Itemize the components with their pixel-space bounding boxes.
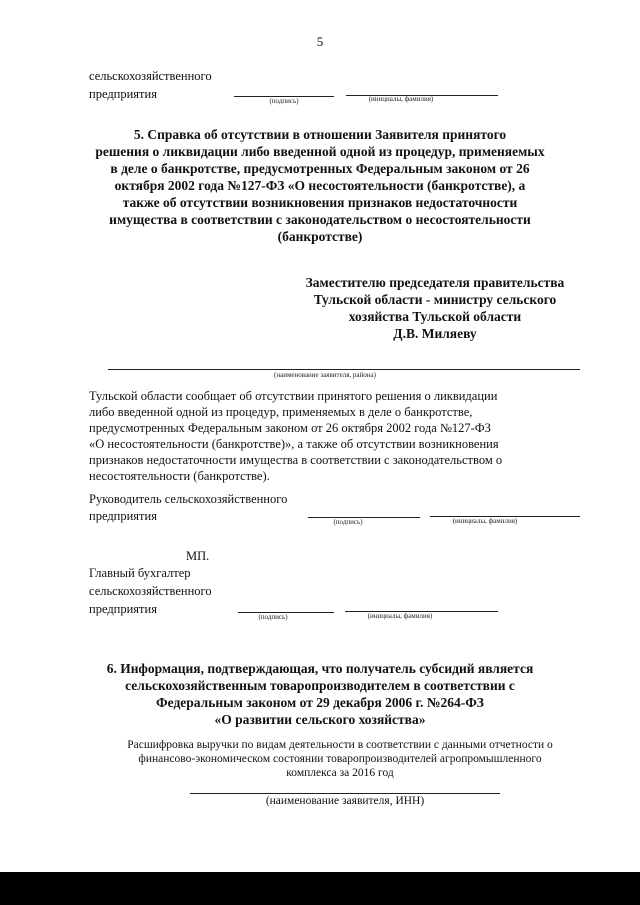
head-name-caption: (инициалы, фамилия) — [452, 517, 518, 525]
org-label-line1: сельскохозяйственного — [89, 69, 212, 83]
applicant-inn-line — [190, 793, 500, 794]
head-label-line2: предприятия — [89, 509, 157, 523]
accountant-label-line3: предприятия — [89, 602, 157, 616]
head-label-line1: Руководитель сельскохозяйственного — [89, 492, 288, 506]
section5-body: Тульской области сообщает об отсутствии принятого решения о ликвидации либо введенной одной из процедур, применяемых в деле о банкротстве, предусмотренных Федеральным законом от 26 октября 2002 года №127-ФЗ «О несостоятельности (банкротстве)», а также об отсутствии возникновения признаков недостаточности имущества в соответствии с законодательством о несостоятельности (банкротстве). — [89, 389, 503, 483]
section5-title: 5. Справка об отсутствии в отношении Заявителя принятого решения о ликвидации либо введенной одной из процедур, применяемых в деле о банкротстве, предусмотренных Федеральным законом от 26 октября 2002 года №127-ФЗ «О несостоятельности (банкротстве), а также об отсутствии возникновения признаков недостаточности имущества в соответствии с законодательством о несостоятельности (банкротстве) — [95, 127, 545, 244]
name-caption: (инициалы, фамилия) — [368, 95, 434, 103]
addressee-block: Заместителю председателя правительства Тульской области - министру сельского хозяйства Тульской области Д.В. Миляеву — [305, 275, 565, 341]
head-signature-caption: (подпись) — [333, 518, 363, 526]
scan-bottom-edge — [0, 872, 640, 905]
stamp-label: МП. — [186, 549, 210, 563]
section6-title: 6. Информация, подтверждающая, что получатель субсидий является сельскохозяйственным товаропроизводителем в соответствии с Федеральным законом от 29 декабря 2006 г. №264-ФЗ «О развитии сельского хозяйства» — [106, 661, 534, 727]
applicant-line — [108, 369, 580, 370]
accountant-name-caption: (инициалы, фамилия) — [367, 612, 433, 620]
accountant-label-line2: сельскохозяйственного — [89, 584, 212, 598]
page-number: 5 — [316, 34, 324, 49]
signature-caption: (подпись) — [269, 97, 299, 105]
section6-description: Расшифровка выручки по видам деятельности в соответствии с данными отчетности о финансово-экономическом состоянии товаропроизводителей агропромышленного комплекса за 2016 год — [127, 739, 553, 779]
applicant-caption: (наименование заявителя, района) — [274, 371, 376, 379]
accountant-label-line1: Главный бухгалтер — [89, 566, 191, 580]
org-label-line2: предприятия — [89, 87, 157, 101]
applicant-inn-caption: (наименование заявителя, ИНН) — [265, 795, 425, 807]
accountant-signature-caption: (подпись) — [258, 613, 288, 621]
